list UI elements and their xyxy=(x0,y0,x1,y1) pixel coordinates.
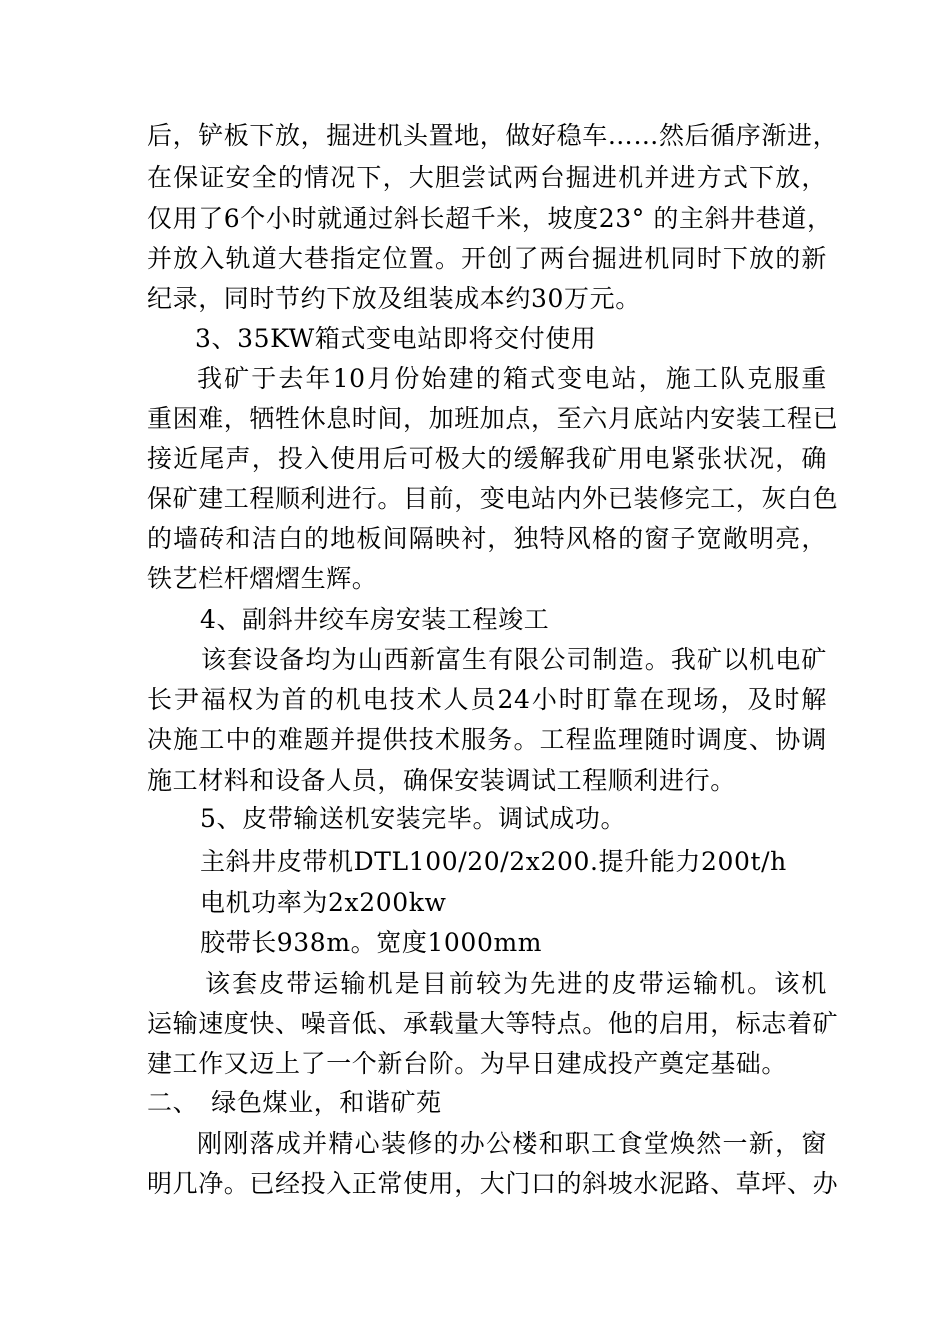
text-line: 仅用了6个小时就通过斜长超千米，坡度23° 的主斜井巷道， xyxy=(147,204,833,233)
text-line: 并放入轨道大巷指定位置。开创了两台掘进机同时下放的新 xyxy=(147,244,827,273)
text-line: 建工作又迈上了一个新台阶。为早日建成投产奠定基础。 xyxy=(147,1049,788,1078)
text-line: 保矿建工程顺利进行。目前，变电站内外已装修完工，灰白色 xyxy=(147,484,839,513)
section-heading: 4、副斜井绞车房安装工程竣工 xyxy=(200,605,550,634)
text-line: 施工材料和设备人员，确保安装调试工程顺利进行。 xyxy=(147,766,736,795)
text-line: 后，铲板下放，掘进机头置地，做好稳车……然后循序渐进， xyxy=(147,121,839,150)
text-line: 在保证安全的情况下，大胆尝试两台掘进机并进方式下放， xyxy=(147,163,827,192)
spec-line: 主斜井皮带机DTL100/20/2x200.提升能力200t/h xyxy=(200,847,787,876)
paragraph-first-line: 该套设备均为山西新富生有限公司制造。我矿以机电矿 xyxy=(201,645,827,674)
section-heading: 5、皮带输送机安装完毕。调试成功。 xyxy=(200,804,627,833)
text-line: 铁艺栏杆熠熠生辉。 xyxy=(147,564,378,593)
text-line: 接近尾声，投入使用后可极大的缓解我矿用电紧张状况，确 xyxy=(147,444,827,473)
chapter-heading: 二、 绿色煤业，和谐矿苑 xyxy=(147,1088,442,1117)
spec-line: 胶带长938m。宽度1000mm xyxy=(200,928,543,957)
text-line: 明几净。已经投入正常使用，大门口的斜坡水泥路、草坪、办 xyxy=(147,1169,839,1198)
section-heading: 3、35KW箱式变电站即将交付使用 xyxy=(195,324,597,353)
text-line: 的墙砖和洁白的地板间隔映衬，独特风格的窗子宽敞明亮， xyxy=(147,524,827,553)
text-line: 重困难，牺牲休息时间，加班加点，至六月底站内安装工程已 xyxy=(147,404,839,433)
text-line: 长尹福权为首的机电技术人员24小时盯靠在现场，及时解 xyxy=(147,685,827,714)
spec-line: 电机功率为2x200kw xyxy=(200,888,447,917)
paragraph-first-line: 该套皮带运输机是目前较为先进的皮带运输机。该机 xyxy=(205,969,827,998)
paragraph-first-line: 我矿于去年10月份始建的箱式变电站，施工队克服重 xyxy=(197,364,827,393)
text-line: 决施工中的难题并提供技术服务。工程监理随时调度、协调 xyxy=(147,725,827,754)
text-line: 运输速度快、噪音低、承载量大等特点。他的启用，标志着矿 xyxy=(147,1009,839,1038)
paragraph-first-line: 刚刚落成并精心装修的办公楼和职工食堂焕然一新，窗 xyxy=(197,1129,827,1158)
text-line: 纪录，同时节约下放及组装成本约30万元。 xyxy=(147,284,641,313)
